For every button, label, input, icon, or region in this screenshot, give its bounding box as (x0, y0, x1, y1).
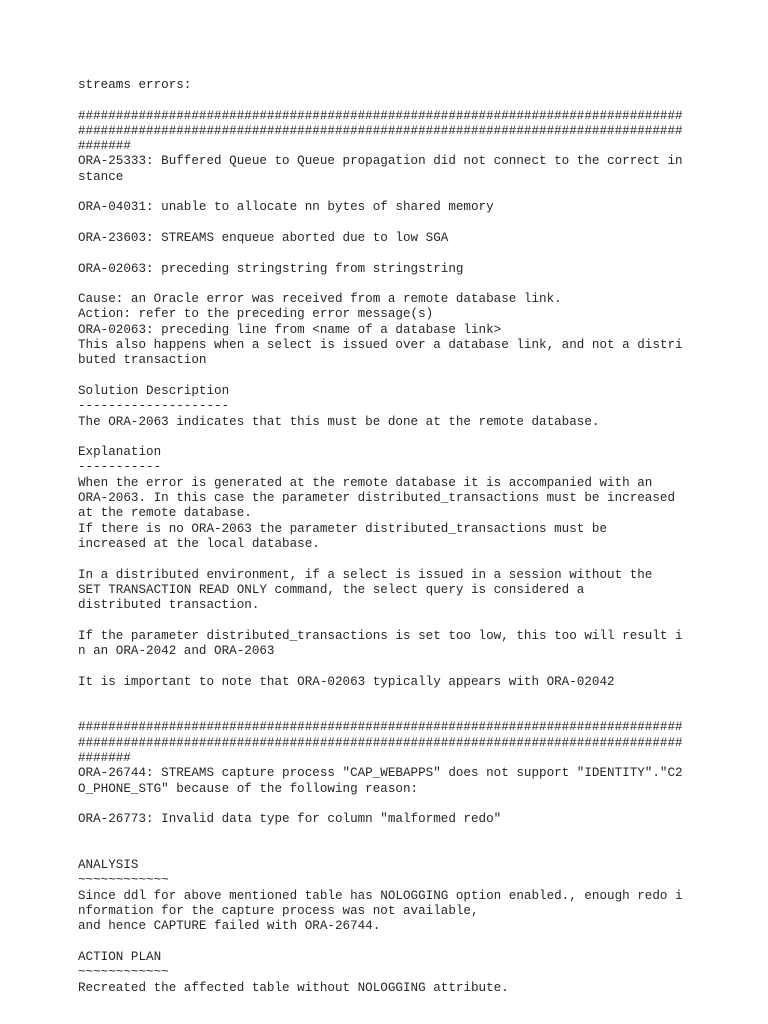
text-line: ORA-26773: Invalid data type for column "malformed redo" (78, 812, 502, 827)
text-line: ORA-02063: preceding line from <name of a database link> (78, 322, 502, 337)
text-line: distributed transaction. (78, 598, 260, 613)
text-line: In a distributed environment, if a select is issued in a session without the (78, 567, 653, 582)
blank-line (78, 93, 698, 108)
text-line: at the remote database. (78, 506, 252, 521)
text-line: If the parameter distributed_transactions is set too low, this too will result i (78, 628, 683, 643)
text-line: Recreated the affected table without NOLOGGING attribute. (78, 980, 509, 995)
text-line: nformation for the capture process was not available, (78, 904, 479, 919)
text-line: The ORA-2063 indicates that this must be done at the remote database. (78, 414, 600, 429)
blank-line (78, 797, 698, 812)
text-line: ORA-04031: unable to allocate nn bytes of shared memory (78, 200, 494, 215)
text-line: ####### (78, 139, 131, 154)
text-line: ################################################################################ (78, 123, 683, 138)
text-line: When the error is generated at the remote database it is accompanied with an (78, 475, 653, 490)
blank-line (78, 277, 698, 292)
text-line: ################################################################################ (78, 720, 683, 735)
blank-line (78, 185, 698, 200)
text-line: -------------------- (78, 399, 230, 414)
blank-line (78, 369, 698, 384)
blank-line (78, 552, 698, 567)
blank-line (78, 843, 698, 858)
text-line: increased at the local database. (78, 536, 320, 551)
blank-line (78, 935, 698, 950)
text-line: Action: refer to the preceding error message(s) (78, 307, 434, 322)
text-line: ACTION PLAN (78, 949, 162, 964)
document-body (78, 78, 698, 996)
text-line: O_PHONE_STG" because of the following reason: (78, 781, 419, 796)
text-line: ~~~~~~~~~~~~ (78, 873, 169, 888)
blank-line (78, 690, 698, 705)
text-line: If there is no ORA-2063 the parameter distributed_transactions must be (78, 521, 608, 536)
text-line: ORA-23603: STREAMS enqueue aborted due to low SGA (78, 230, 449, 245)
blank-line (78, 430, 698, 445)
text-line: It is important to note that ORA-02063 typically appears with ORA-02042 (78, 674, 615, 689)
text-line: ORA-25333: Buffered Queue to Queue propagation did not connect to the correct in (78, 154, 683, 169)
blank-line (78, 613, 698, 628)
blank-line (78, 216, 698, 231)
text-line: ANALYSIS (78, 858, 139, 873)
text-line: This also happens when a select is issued over a database link, and not a distri (78, 338, 683, 353)
blank-line (78, 705, 698, 720)
text-line: Cause: an Oracle error was received from a remote database link. (78, 292, 562, 307)
text-line: n an ORA-2042 and ORA-2063 (78, 643, 275, 658)
text-line: ################################################################################ (78, 735, 683, 750)
blank-line (78, 659, 698, 674)
text-line: ORA-26744: STREAMS capture process "CAP_WEBAPPS" does not support "IDENTITY"."C2 (78, 766, 683, 781)
text-line: ####### (78, 751, 131, 766)
text-line: buted transaction (78, 353, 207, 368)
text-line: Explanation (78, 445, 162, 460)
blank-line (78, 828, 698, 843)
text-line: ################################################################################ (78, 108, 683, 123)
text-line: ~~~~~~~~~~~~ (78, 965, 169, 980)
text-line: ORA-2063. In this case the parameter distributed_transactions must be increased (78, 491, 676, 506)
text-line: ----------- (78, 460, 162, 475)
text-line: SET TRANSACTION READ ONLY command, the select query is considered a (78, 582, 585, 597)
text-line: stance (78, 169, 124, 184)
text-line: streams errors: (78, 78, 192, 92)
text-line: ORA-02063: preceding stringstring from stringstring (78, 261, 464, 276)
text-line: Solution Description (78, 383, 230, 398)
blank-line (78, 246, 698, 261)
text-line: and hence CAPTURE failed with ORA-26744. (78, 919, 381, 934)
text-line: Since ddl for above mentioned table has NOLOGGING option enabled., enough redo i (78, 888, 683, 903)
